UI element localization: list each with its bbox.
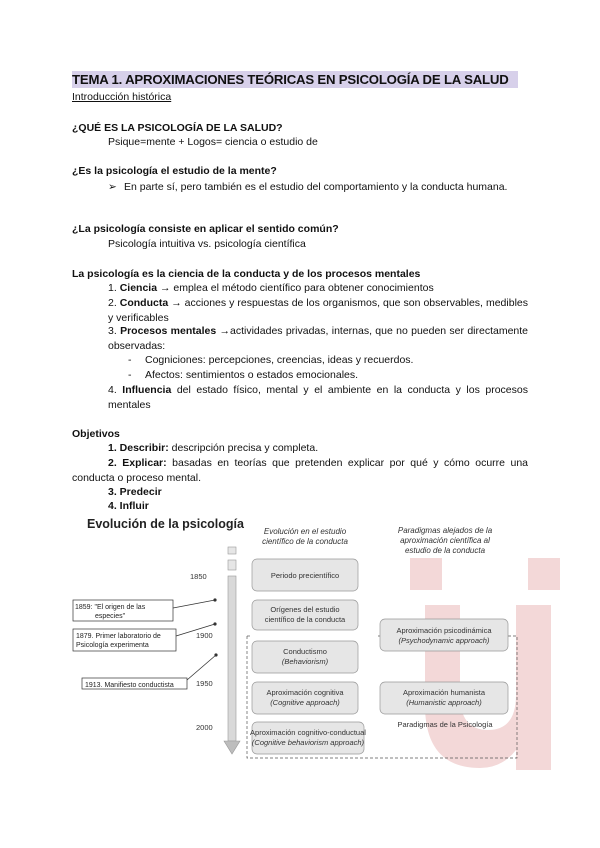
note-connector-3	[187, 655, 216, 680]
q1-line: Psique=mente + Logos= ciencia o estudio de	[108, 136, 318, 148]
objective-explicar: 2. Explicar: basadas en teorías que pretenden explicar por qué y cómo ocurre una conducta o proceso mental.	[72, 457, 529, 484]
sub-dash-1: -	[128, 354, 132, 366]
col2-head-l3: estudio de la conducta	[404, 546, 486, 555]
note-dot-2	[213, 622, 216, 625]
note-connector-1	[173, 600, 215, 608]
list-item-conducta: 2. Conducta → acciones y respuestas de los organismos, que son observables, medibles y verificables	[108, 297, 528, 324]
list-item-procesos: 3. Procesos mentales →actividades privadas, internas, que no pueden ser directamente observadas:	[108, 325, 529, 352]
timeline-arrowhead-icon	[224, 741, 240, 754]
diagram-title: Evolución de la psicología	[87, 517, 244, 531]
paradigms-label: Paradigmas de la Psicología	[397, 720, 493, 729]
objectives-heading: Objetivos	[72, 428, 120, 440]
objective-influir: 4. Influir	[108, 500, 149, 512]
box-5-l1: Aproximación cognitivo-conductual	[250, 728, 366, 737]
box-2-l2: científico de la conducta	[264, 615, 346, 624]
evolution-diagram	[60, 512, 540, 762]
box-psicodinamica	[380, 619, 508, 651]
year-1900: 1900	[196, 631, 213, 640]
arrow-bullet-icon: ➢	[108, 181, 117, 193]
right-box-2-l2: (Humanistic approach)	[406, 698, 482, 707]
q1-heading: ¿QUÉ ES LA PSICOLOGÍA DE LA SALUD?	[72, 122, 283, 134]
box-2-l1: Orígenes del estudio	[270, 605, 340, 614]
col2-head-l1: Paradigmas alejados de la	[397, 526, 493, 535]
note-dot-3	[214, 653, 217, 656]
box-5-l2: (Cognitive behaviorism approach)	[251, 738, 365, 747]
box-3-l2: (Behaviorism)	[281, 657, 329, 666]
sub-dash-2: -	[128, 369, 132, 381]
box-4-l1: Aproximación cognitiva	[266, 688, 344, 697]
list-item-ciencia: 1. Ciencia → emplea el método científico para obtener conocimientos	[108, 282, 434, 294]
q3-line: Psicología intuitiva vs. psicología científica	[108, 238, 306, 250]
note-1913: 1913. Manifiesto conductista	[85, 682, 174, 689]
timeline-shaft	[228, 576, 236, 741]
right-box-1-l1: Aproximación psicodinámica	[396, 626, 492, 635]
timeline-tick-2	[228, 560, 236, 570]
note-dot-1	[213, 598, 216, 601]
right-box-1-l2: (Psychodynamic approach)	[398, 636, 490, 645]
year-2000: 2000	[196, 723, 213, 732]
note-1879-l1: 1879. Primer laboratorio de	[76, 633, 161, 640]
col1-head-l1: Evolución en el estudio	[263, 527, 347, 536]
subtitle: Introducción histórica	[72, 91, 172, 103]
note-1879-l2: Psicología experimenta	[76, 642, 149, 649]
science-heading: La psicología es la ciencia de la conducta y de los procesos mentales	[72, 268, 421, 280]
timeline-tick-1	[228, 547, 236, 554]
q2-text: En parte sí, pero también es el estudio del comportamiento y la conducta humana.	[124, 181, 508, 193]
box-1-l1: Periodo precientífico	[270, 571, 340, 580]
sub-item-afectos: Afectos: sentimientos o estados emocionales.	[145, 369, 359, 381]
list-item-influencia: 4. Influencia del estado físico, mental y el ambiente en la conducta y los procesos mentales	[108, 384, 528, 411]
year-1950: 1950	[196, 679, 213, 688]
right-box-2-l1: Aproximación humanista	[402, 688, 486, 697]
note-1859-l2: especies"	[95, 613, 126, 620]
note-1859-l1: 1859: "El origen de las	[75, 604, 146, 611]
col1-head-l2: científico de la conducta	[262, 537, 348, 546]
year-1850: 1850	[190, 572, 207, 581]
box-4-l2: (Cognitive approach)	[270, 698, 340, 707]
q3-heading: ¿La psicología consiste en aplicar el sentido común?	[72, 223, 339, 235]
col2-head-l2: aproximación científica al	[400, 536, 490, 545]
page-title: TEMA 1. APROXIMACIONES TEÓRICAS EN PSICOLOGÍA DE LA SALUD	[72, 71, 518, 88]
box-3-l1: Conductismo	[283, 647, 327, 656]
sub-item-cogniciones: Cogniciones: percepciones, creencias, ideas y recuerdos.	[145, 354, 414, 366]
q2-heading: ¿Es la psicología el estudio de la mente?	[72, 165, 277, 177]
objective-describir: 1. Describir: descripción precisa y completa.	[108, 442, 319, 454]
objective-predecir: 3. Predecir	[108, 486, 162, 498]
